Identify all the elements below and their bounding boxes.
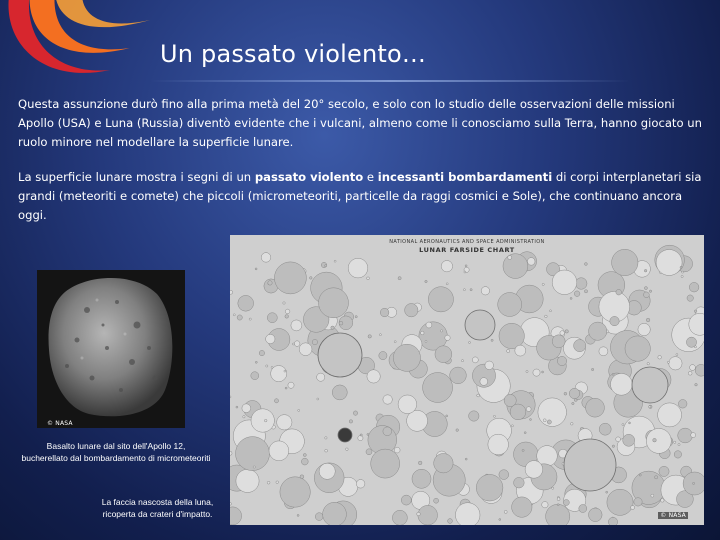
- chart-name: LUNAR FARSIDE CHART: [419, 246, 515, 254]
- crater-mark: [527, 258, 535, 266]
- crater-mark: [405, 304, 418, 317]
- crater-mark: [655, 476, 658, 479]
- crater-mark: [269, 441, 289, 461]
- crater-mark: [504, 510, 507, 513]
- lunar-farside-map: [230, 235, 704, 525]
- crater-mark: [525, 461, 543, 479]
- crater-mark: [616, 289, 622, 295]
- crater-mark: [542, 502, 548, 508]
- crater-mark: [325, 449, 328, 452]
- crater-mark: [283, 302, 285, 304]
- crater-mark: [276, 481, 279, 484]
- title-underline: [150, 80, 630, 82]
- crater-mark: [379, 352, 387, 360]
- chart-header: [230, 239, 704, 254]
- crater-mark: [310, 277, 313, 280]
- crater-mark: [230, 290, 233, 294]
- crater-mark: [383, 395, 392, 404]
- crater-mark: [589, 508, 603, 522]
- crater-mark: [317, 398, 319, 400]
- crater-mark: [349, 420, 352, 423]
- crater-mark: [569, 388, 579, 398]
- crater-mark: [261, 253, 271, 263]
- crater-mark: [669, 357, 682, 370]
- basin-mark: [564, 439, 616, 491]
- chart-credit: © NASA: [660, 512, 686, 519]
- crater-mark: [392, 510, 407, 525]
- crater-mark: [255, 268, 257, 270]
- basalt-credit: © NASA: [47, 420, 73, 427]
- crater-mark: [524, 432, 526, 434]
- chart-org: NATIONAL AERONAUTICS AND SPACE ADMINISTRATION: [389, 239, 545, 245]
- crater-mark: [355, 316, 357, 318]
- crater-mark: [264, 419, 267, 422]
- crater-mark: [504, 394, 516, 406]
- crater-mark: [498, 293, 522, 317]
- crater-mark: [325, 265, 327, 267]
- crater-mark: [280, 477, 310, 507]
- crater-mark: [477, 394, 480, 397]
- crater-mark: [638, 323, 650, 335]
- crater-mark: [589, 322, 607, 340]
- crater-mark: [450, 367, 467, 384]
- crater-mark: [334, 260, 336, 262]
- crater-mark: [317, 373, 325, 381]
- crater-mark: [612, 373, 614, 375]
- crater-mark: [508, 256, 512, 260]
- crater-mark: [441, 330, 443, 332]
- crater-mark: [526, 370, 528, 372]
- crater-mark: [332, 385, 347, 400]
- paragraph-2: [18, 168, 708, 225]
- crater-mark: [611, 373, 633, 395]
- crater-mark: [649, 290, 651, 292]
- crater-mark: [552, 270, 577, 295]
- crater-mark: [294, 341, 300, 347]
- crater-mark: [579, 505, 587, 513]
- crater-mark: [368, 335, 371, 338]
- basin-mark: [318, 333, 362, 377]
- crater-mark: [348, 258, 368, 278]
- crater-mark: [417, 512, 421, 516]
- crater-mark: [681, 275, 683, 277]
- crater-mark: [678, 428, 693, 443]
- crater-mark: [647, 363, 649, 365]
- crater-mark: [393, 344, 420, 371]
- crater-mark: [674, 441, 676, 443]
- crater-mark: [678, 444, 680, 446]
- crater-mark: [300, 475, 304, 479]
- crater-mark: [267, 313, 277, 323]
- crater-mark: [297, 514, 299, 516]
- crater-mark: [607, 489, 633, 515]
- crater-mark: [230, 396, 231, 398]
- crater-mark: [236, 406, 238, 408]
- crater-mark: [285, 387, 287, 389]
- crater-mark: [249, 318, 251, 320]
- crater-mark: [319, 463, 335, 479]
- crater-mark: [503, 254, 528, 279]
- crater-mark: [693, 482, 695, 484]
- crater-mark: [557, 498, 560, 501]
- crater-mark: [512, 497, 532, 517]
- crater-mark: [425, 280, 427, 282]
- basalt-caption: [0, 440, 232, 464]
- crater-mark: [565, 330, 568, 333]
- basalt-caption-line-1: Basalto lunare dal sito dell'Apollo 12,: [46, 441, 186, 451]
- bold-incessanti-bombardamenti: incessanti bombardamenti: [377, 170, 553, 184]
- crater-mark: [599, 423, 611, 435]
- paragraph-1: Questa assunzione durò fino alla prima metà del 20° secolo, e solo con lo studio delle osservazioni delle missioni Apollo (USA) e Luna (Russia) diventò evidente che i vulcani, almeno come li conosciamo sulla Terra, hanno giocato un ruolo minore nel modellare la superficie lunare.: [18, 97, 702, 149]
- crater-mark: [259, 350, 264, 355]
- crater-mark: [572, 402, 574, 404]
- crater-mark: [591, 368, 593, 370]
- crater-mark: [284, 370, 286, 372]
- crater-mark: [285, 315, 289, 319]
- crater-mark: [469, 342, 471, 344]
- basin-mark: [632, 367, 668, 403]
- crater-mark: [423, 373, 453, 403]
- crater-mark: [319, 288, 349, 318]
- crater-mark: [242, 404, 251, 413]
- crater-mark: [425, 340, 427, 342]
- crater-mark: [646, 428, 671, 453]
- crater-mark: [644, 269, 647, 272]
- crater-mark: [560, 331, 565, 336]
- crater-mark: [472, 357, 478, 363]
- crater-mark: [446, 415, 448, 417]
- crater-mark: [481, 287, 489, 295]
- crater-mark: [514, 477, 525, 488]
- crater-mark: [476, 474, 503, 501]
- crater-mark: [285, 309, 290, 314]
- crater-mark: [301, 458, 308, 465]
- crater-mark: [353, 411, 357, 415]
- crater-mark: [608, 517, 617, 525]
- crater-mark: [356, 480, 365, 489]
- paragraph-2-text-a: La superficie lunare mostra i segni di un: [18, 170, 255, 184]
- crater-mark: [339, 321, 343, 325]
- crater-mark: [543, 419, 546, 422]
- crater-mark: [315, 513, 323, 521]
- crater-mark: [491, 339, 493, 341]
- crater-mark: [323, 502, 347, 525]
- crater-mark: [380, 308, 389, 317]
- crater-mark: [445, 335, 450, 340]
- crater-mark: [658, 403, 682, 427]
- crater-mark: [606, 491, 608, 493]
- crater-mark: [552, 335, 565, 348]
- crater-mark: [325, 437, 327, 439]
- lunar-farside-chart: [230, 235, 704, 525]
- crater-mark: [331, 326, 334, 329]
- crater-mark: [274, 399, 278, 403]
- crater-mark: [687, 295, 693, 301]
- paragraph-2-text-b: e: [363, 170, 378, 184]
- crater-mark: [379, 334, 381, 336]
- crater-mark: [612, 445, 614, 447]
- crater-mark: [236, 437, 270, 471]
- bold-passato-violento: passato violento: [254, 170, 364, 184]
- crater-mark: [236, 469, 259, 492]
- crater-mark: [434, 498, 439, 503]
- basalt-caption-line-2: bucherellato dal bombardamento di micrometeoriti: [21, 453, 211, 463]
- crater-mark: [676, 354, 678, 356]
- crater-mark: [358, 436, 363, 441]
- crater-mark: [634, 498, 642, 506]
- crater-mark: [383, 427, 392, 436]
- crater-mark: [367, 370, 380, 383]
- crater-mark: [394, 341, 396, 343]
- crater-mark: [530, 419, 532, 421]
- crater-mark: [507, 349, 510, 352]
- crater-mark: [401, 495, 411, 505]
- crater-mark: [542, 371, 544, 373]
- crater-mark: [238, 295, 254, 311]
- crater-mark: [584, 290, 587, 293]
- crater-mark: [575, 278, 587, 290]
- lunar-basalt-photo: [37, 270, 185, 428]
- paragraph-2-text-c: di corpi interplanetari sia grandi (meteoriti e comete) che piccoli (micrometeoriti, particelle da raggi cosmici e Sole), che continuano ancora oggi.: [18, 170, 702, 222]
- crater-mark: [291, 320, 302, 331]
- crater-mark: [469, 411, 479, 421]
- crater-mark: [446, 283, 448, 285]
- crater-mark: [434, 454, 453, 473]
- crater-mark: [470, 289, 472, 291]
- crater-mark: [448, 519, 453, 524]
- crater-mark: [243, 416, 245, 418]
- crater-mark: [646, 318, 650, 322]
- crater-mark: [371, 449, 400, 478]
- crater-mark: [574, 340, 586, 352]
- crater-mark: [644, 292, 650, 298]
- basin-mark: [338, 428, 352, 442]
- crater-mark: [288, 382, 294, 388]
- crater-mark: [398, 395, 417, 414]
- crater-mark: [266, 365, 268, 367]
- crater-mark: [253, 466, 255, 468]
- crater-mark: [412, 469, 431, 488]
- slide-title: Un passato violento…: [160, 40, 427, 68]
- crater-mark: [538, 398, 567, 427]
- logo-swoosh-icon: [0, 0, 160, 110]
- crater-mark: [292, 343, 294, 345]
- crater-mark: [691, 433, 696, 438]
- crater-mark: [522, 449, 524, 451]
- crater-mark: [599, 347, 608, 356]
- crater-mark: [511, 425, 513, 427]
- crater-mark: [622, 424, 624, 426]
- crater-mark: [251, 372, 259, 380]
- crater-mark: [653, 438, 657, 442]
- crater-mark: [441, 261, 452, 272]
- crater-mark: [639, 474, 641, 476]
- crater-mark: [465, 458, 467, 460]
- crater-mark: [690, 365, 696, 371]
- crater-mark: [545, 315, 548, 318]
- crater-mark: [682, 271, 684, 273]
- crater-mark: [689, 282, 699, 292]
- crater-mark: [493, 415, 495, 417]
- crater-mark: [674, 451, 681, 458]
- crater-mark: [233, 314, 235, 316]
- crater-mark: [456, 429, 459, 432]
- crater-mark: [499, 519, 501, 521]
- crater-mark: [480, 378, 488, 386]
- crater-mark: [267, 481, 270, 484]
- crater-mark: [651, 494, 654, 497]
- crater-mark: [394, 447, 400, 453]
- crater-mark: [266, 334, 275, 343]
- farside-caption-line-2: ricoperta da crateri d'impatto.: [102, 509, 213, 519]
- crater-mark: [463, 289, 465, 291]
- crater-mark: [461, 360, 463, 362]
- crater-mark: [571, 423, 574, 426]
- crater-mark: [346, 448, 349, 451]
- crater-mark: [557, 504, 559, 506]
- crater-mark: [299, 343, 312, 356]
- crater-mark: [526, 407, 531, 412]
- crater-mark: [366, 449, 372, 455]
- crater-mark: [564, 392, 567, 395]
- crater-mark: [298, 409, 300, 411]
- crater-mark: [686, 337, 696, 347]
- crater-mark: [644, 287, 647, 290]
- crater-mark: [649, 406, 651, 408]
- crater-mark: [610, 316, 619, 325]
- crater-mark: [485, 361, 494, 370]
- crater-mark: [435, 346, 452, 363]
- crater-mark: [557, 356, 566, 365]
- crater-mark: [360, 434, 362, 436]
- crater-mark: [455, 503, 480, 525]
- crater-mark: [659, 466, 669, 476]
- crater-mark: [268, 281, 272, 285]
- crater-mark: [695, 383, 698, 386]
- crater-mark: [585, 263, 588, 266]
- crater-mark: [658, 356, 662, 360]
- crater-mark: [667, 361, 669, 363]
- crater-mark: [563, 500, 569, 506]
- crater-mark: [542, 283, 544, 285]
- crater-mark: [418, 505, 438, 525]
- crater-mark: [465, 265, 467, 267]
- crater-mark: [426, 322, 432, 328]
- crater-mark: [678, 400, 687, 409]
- crater-mark: [312, 339, 317, 344]
- crater-mark: [574, 291, 580, 297]
- crater-mark: [271, 366, 287, 382]
- crater-mark: [251, 409, 274, 432]
- crater-mark: [623, 434, 635, 446]
- crater-mark: [616, 437, 621, 442]
- crater-mark: [680, 266, 682, 268]
- crater-mark: [629, 422, 631, 424]
- basalt-rock-image: [37, 270, 185, 428]
- basin-mark: [465, 310, 495, 340]
- crater-mark: [515, 345, 526, 356]
- crater-mark: [230, 451, 232, 455]
- crater-mark: [631, 506, 635, 510]
- crater-mark: [694, 310, 697, 313]
- crater-mark: [367, 277, 370, 280]
- crater-mark: [625, 336, 650, 361]
- crater-mark: [303, 454, 306, 457]
- crater-mark: [533, 369, 540, 376]
- crater-mark: [550, 310, 552, 312]
- crater-mark: [488, 434, 509, 455]
- crater-mark: [237, 315, 242, 320]
- crater-mark: [570, 297, 572, 299]
- crater-mark: [499, 470, 509, 480]
- farside-caption-line-1: La faccia nascosta della luna,: [101, 497, 214, 507]
- crater-mark: [688, 371, 692, 375]
- farside-caption: [80, 496, 235, 520]
- crater-mark: [586, 398, 605, 417]
- crater-mark: [398, 277, 401, 280]
- crater-mark: [428, 287, 453, 312]
- crater-mark: [418, 461, 422, 465]
- crater-mark: [421, 331, 425, 335]
- crater-mark: [255, 361, 257, 363]
- crater-mark: [547, 420, 551, 424]
- crater-mark: [274, 262, 306, 294]
- crater-mark: [277, 415, 292, 430]
- crater-mark: [464, 271, 466, 273]
